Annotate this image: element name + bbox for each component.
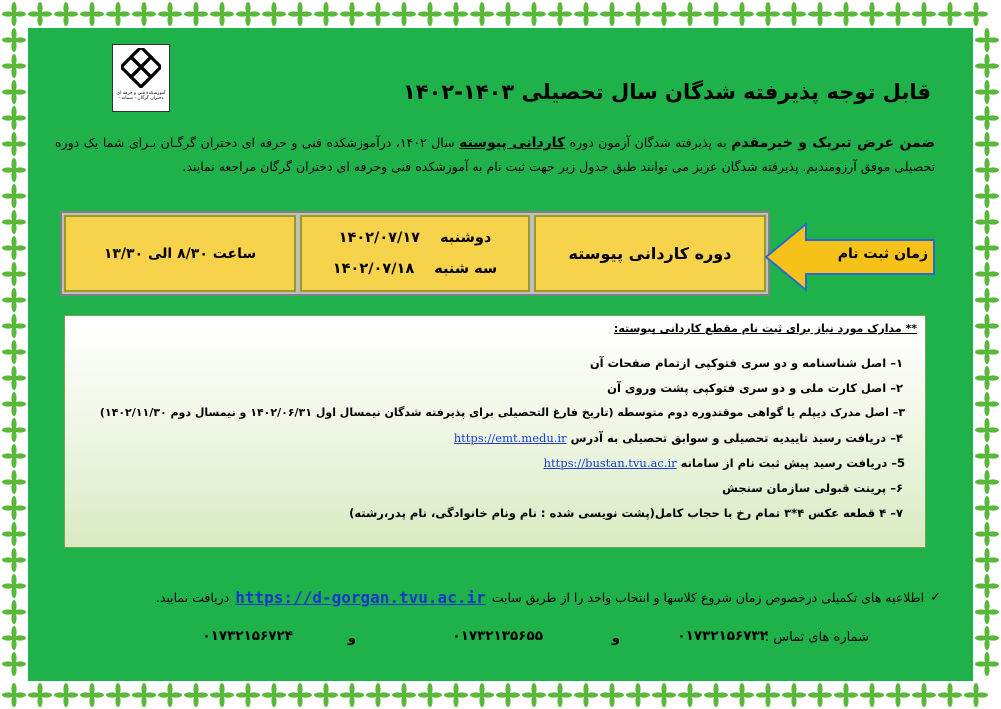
day-1: دوشنبه	[440, 230, 492, 247]
border-leaf-icon	[975, 80, 999, 104]
border-leaf-icon	[975, 522, 999, 546]
date-2: ۱۴۰۲/۰۷/۱۸	[332, 260, 415, 277]
border-leaf-icon	[522, 683, 546, 707]
border-leaf-icon	[418, 2, 442, 26]
notice-text-1: اطلاعیه های تکمیلی درخصوص زمان شروع کلاسها و انتخاب واحد را از طریق سایت	[491, 590, 925, 605]
border-leaf-icon	[2, 470, 26, 494]
border-leaf-icon	[2, 288, 26, 312]
border-leaf-icon	[730, 2, 754, 26]
border-leaf-icon	[470, 2, 494, 26]
border-leaf-icon	[600, 2, 624, 26]
border-leaf-icon	[210, 683, 234, 707]
border-leaf-icon	[574, 683, 598, 707]
document-item: ۶– پرینت قبولی سازمان سنجش	[722, 481, 903, 495]
bustan-link[interactable]: https://bustan.tvu.ac.ir	[543, 456, 677, 470]
border-leaf-icon	[2, 392, 26, 416]
border-leaf-icon	[975, 366, 999, 390]
border-leaf-icon	[28, 683, 52, 707]
document-item: ۲– اصل کارت ملی و دو سری فتوکپی پشت وروی آن	[607, 381, 903, 395]
border-leaf-icon	[2, 683, 26, 707]
border-leaf-icon	[2, 574, 26, 598]
border-leaf-icon	[912, 683, 936, 707]
border-leaf-icon	[366, 683, 390, 707]
border-leaf-icon	[975, 418, 999, 442]
document-item: ۳– اصل مدرک دیپلم یا گواهی موقتدوره دوم متوسطه (تاریخ فارغ التحصیلی برای پذیرفته شدگان نیمسال اول ۱۴۰۲/۰۶/۳۱ و نیمسال دوم ۱۴۰۲/۱۱/۳۰)	[99, 406, 905, 419]
logo-icon	[121, 48, 161, 88]
border-leaf-icon	[2, 28, 26, 52]
border-leaf-icon	[975, 392, 999, 416]
border-leaf-icon	[975, 288, 999, 312]
border-leaf-icon	[808, 2, 832, 26]
date-row-2	[333, 261, 497, 277]
intro-paragraph	[55, 131, 935, 178]
border-leaf-icon	[782, 683, 806, 707]
contacts-label: شماره های تماس :	[764, 630, 869, 645]
border-leaf-icon	[975, 132, 999, 156]
border-leaf-icon	[392, 2, 416, 26]
phone-3[interactable]: ۰۱۷۳۲۱۵۶۷۲۴	[202, 628, 293, 644]
border-leaf-icon	[28, 2, 52, 26]
border-leaf-icon	[975, 184, 999, 208]
border-leaf-icon	[80, 683, 104, 707]
border-leaf-icon	[210, 2, 234, 26]
border-leaf-icon	[158, 2, 182, 26]
border-leaf-icon	[2, 548, 26, 572]
border-leaf-icon	[975, 314, 999, 338]
border-leaf-icon	[106, 683, 130, 707]
border-leaf-icon	[262, 683, 286, 707]
emt-link[interactable]: https://emt.medu.ir	[453, 431, 567, 445]
intro-greeting: ضمن عرض تبریک و خیرمقدم	[731, 135, 936, 151]
day-2: سه شنبه	[434, 260, 498, 277]
border-leaf-icon	[975, 652, 999, 676]
border-leaf-icon	[975, 626, 999, 650]
border-leaf-icon	[314, 683, 338, 707]
border-leaf-icon	[366, 2, 390, 26]
border-leaf-icon	[704, 683, 728, 707]
border-leaf-icon	[574, 2, 598, 26]
border-leaf-icon	[54, 2, 78, 26]
border-leaf-icon	[912, 2, 936, 26]
registration-time-arrow	[764, 222, 936, 292]
border-leaf-icon	[782, 2, 806, 26]
border-leaf-icon	[964, 683, 988, 707]
border-leaf-icon	[2, 600, 26, 624]
institute-logo	[112, 44, 170, 112]
border-leaf-icon	[2, 522, 26, 546]
border-leaf-icon	[54, 683, 78, 707]
hours-cell	[64, 215, 296, 292]
date-row-1	[339, 230, 492, 246]
border-leaf-icon	[548, 2, 572, 26]
border-leaf-icon	[418, 683, 442, 707]
border-leaf-icon	[975, 210, 999, 234]
border-leaf-icon	[756, 683, 780, 707]
border-leaf-icon	[2, 262, 26, 286]
border-leaf-icon	[834, 683, 858, 707]
registration-table	[60, 211, 770, 296]
notice-page	[28, 28, 973, 681]
border-leaf-icon	[444, 683, 468, 707]
border-leaf-icon	[975, 106, 999, 130]
border-leaf-icon	[886, 683, 910, 707]
border-leaf-icon	[886, 2, 910, 26]
border-leaf-icon	[236, 2, 260, 26]
border-leaf-icon	[975, 496, 999, 520]
arrow-label: زمان ثبت نام	[837, 246, 928, 262]
border-leaf-icon	[444, 2, 468, 26]
document-item: ۷– ۴ قطعه عکس ۴*۳ تمام رخ با حجاب کامل(پشت نویسی شده : نام ونام خانوادگی، نام پدر،رشته)	[349, 506, 903, 520]
border-leaf-icon	[975, 340, 999, 364]
border-leaf-icon	[834, 2, 858, 26]
border-leaf-icon	[975, 470, 999, 494]
border-leaf-icon	[2, 444, 26, 468]
border-leaf-icon	[2, 366, 26, 390]
border-leaf-icon	[975, 548, 999, 572]
border-leaf-icon	[678, 2, 702, 26]
border-leaf-icon	[652, 683, 676, 707]
border-leaf-icon	[496, 683, 520, 707]
border-leaf-icon	[2, 626, 26, 650]
border-leaf-icon	[730, 683, 754, 707]
intro-part2: سال ۱۴۰۲، درآموزشکده فنی و حرفه ای دختران گرگـان بـرای شما یک دوره تحصیلی موفق آرزومندیم. پذیرفته شدگان عزیز می توانند طبق جدول زیر جهت ثبت نام به آموزشکده فنی وحرفه ای دختران گرگان مراجعه نمایند.	[55, 135, 935, 174]
border-leaf-icon	[975, 236, 999, 260]
border-leaf-icon	[340, 2, 364, 26]
border-leaf-icon	[262, 2, 286, 26]
document-item-4	[454, 431, 903, 445]
intro-program: کاردانی پیوسته	[459, 135, 566, 151]
border-leaf-icon	[808, 683, 832, 707]
border-leaf-icon	[80, 2, 104, 26]
border-leaf-icon	[860, 2, 884, 26]
intro-part1: به پذیرفته شدگان آزمون دوره	[565, 135, 732, 150]
border-leaf-icon	[184, 2, 208, 26]
date-1: ۱۴۰۲/۰۷/۱۷	[338, 230, 421, 247]
border-leaf-icon	[2, 652, 26, 676]
border-leaf-icon	[678, 683, 702, 707]
border-leaf-icon	[288, 683, 312, 707]
page-title: قابل توجه پذیرفته شدگان سال تحصیلی ۱۴۰۳-۱۴۰۲	[402, 80, 931, 104]
border-leaf-icon	[938, 683, 962, 707]
border-leaf-icon	[975, 158, 999, 182]
border-leaf-icon	[548, 683, 572, 707]
border-leaf-icon	[860, 683, 884, 707]
border-leaf-icon	[2, 54, 26, 78]
check-icon: ✓	[930, 590, 941, 605]
dates-cell	[300, 215, 530, 292]
border-leaf-icon	[975, 28, 999, 52]
border-leaf-icon	[236, 683, 260, 707]
border-leaf-icon	[626, 683, 650, 707]
notice-text-2: دریافت نمایید.	[155, 590, 230, 605]
border-leaf-icon	[522, 2, 546, 26]
border-leaf-icon	[975, 54, 999, 78]
border-leaf-icon	[2, 132, 26, 156]
border-leaf-icon	[106, 2, 130, 26]
documents-heading: ** مدارک مورد نیاز برای ثبت نام مقطع کاردانی پیوسته:	[613, 322, 917, 335]
border-leaf-icon	[2, 314, 26, 338]
border-leaf-icon	[2, 2, 26, 26]
border-leaf-icon	[975, 600, 999, 624]
and-2: و	[347, 631, 356, 646]
program-name: دوره کاردانی پیوسته	[568, 244, 732, 263]
border-leaf-icon	[2, 210, 26, 234]
border-leaf-icon	[756, 2, 780, 26]
documents-box	[64, 315, 926, 548]
border-leaf-icon	[938, 2, 962, 26]
document-item-4-text: ۴– دریافت رسید تاییدیه تحصیلی و سوابق تحصیلی به آدرس	[570, 431, 903, 445]
border-leaf-icon	[652, 2, 676, 26]
border-leaf-icon	[975, 444, 999, 468]
document-item-5-text: 5– دریافت رسید پیش ثبت نام از سامانه	[680, 456, 905, 470]
border-leaf-icon	[314, 2, 338, 26]
border-leaf-icon	[496, 2, 520, 26]
website-link[interactable]: https://d-gorgan.tvu.ac.ir	[235, 588, 486, 607]
notice-line	[61, 588, 941, 607]
and-1: و	[611, 631, 620, 646]
phone-2[interactable]: ۰۱۷۳۲۱۳۵۶۵۵	[452, 628, 543, 644]
phone-1[interactable]: ۰۱۷۳۲۱۵۶۷۳۲	[677, 628, 768, 644]
border-leaf-icon	[392, 683, 416, 707]
program-cell	[534, 215, 766, 292]
border-leaf-icon	[2, 236, 26, 260]
border-leaf-icon	[704, 2, 728, 26]
border-leaf-icon	[2, 340, 26, 364]
border-leaf-icon	[626, 2, 650, 26]
border-leaf-icon	[2, 184, 26, 208]
border-leaf-icon	[964, 2, 988, 26]
border-leaf-icon	[2, 418, 26, 442]
border-leaf-icon	[975, 574, 999, 598]
border-leaf-icon	[2, 106, 26, 130]
hours-text: ساعت ۸/۳۰ الی ۱۳/۳۰	[103, 245, 257, 262]
logo-caption: آموزشکده فنی و حرفه ای دختران گرگان - سمانه -	[116, 91, 166, 101]
border-leaf-icon	[2, 158, 26, 182]
border-leaf-icon	[470, 683, 494, 707]
border-leaf-icon	[340, 683, 364, 707]
border-leaf-icon	[2, 80, 26, 104]
document-item: ۱– اصل شناسنامه و دو سری فتوکپی ازتمام صفحات آن	[589, 356, 903, 370]
border-leaf-icon	[158, 683, 182, 707]
border-leaf-icon	[975, 262, 999, 286]
document-item-5	[544, 456, 905, 470]
border-leaf-icon	[184, 683, 208, 707]
border-leaf-icon	[288, 2, 312, 26]
border-leaf-icon	[132, 683, 156, 707]
border-leaf-icon	[132, 2, 156, 26]
border-leaf-icon	[2, 496, 26, 520]
border-leaf-icon	[600, 683, 624, 707]
